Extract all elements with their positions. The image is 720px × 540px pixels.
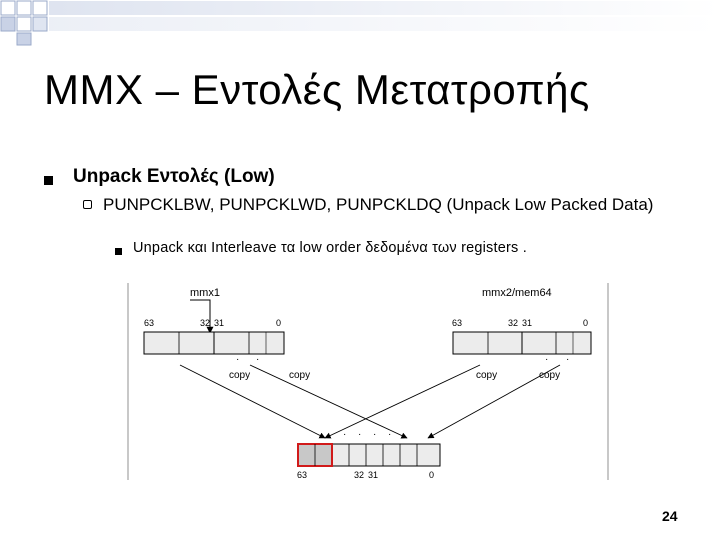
bullet-level2-text: PUNPCKLBW, PUNPCKLWD, PUNPCKLDQ (Unpack Low Packed Data) — [103, 195, 654, 214]
svg-text:·: · — [358, 429, 362, 440]
source-register-label: mmx1 — [190, 287, 220, 299]
ellipsis-dots — [236, 354, 569, 365]
right-bit-labels — [452, 318, 588, 328]
bit-label: 32 — [508, 318, 519, 328]
page-number: 24 — [662, 508, 678, 524]
svg-text:·: · — [545, 354, 549, 365]
source-arrow — [190, 300, 210, 333]
bit-label: 31 — [214, 318, 225, 328]
svg-text:·: · — [236, 354, 240, 365]
svg-text:·: · — [388, 429, 392, 440]
left-register — [144, 332, 284, 354]
copy-label: copy — [229, 370, 251, 381]
bit-label: 63 — [144, 318, 155, 328]
svg-text:·: · — [343, 429, 347, 440]
slide-title: MMX – Εντολές Μετατροπής — [44, 66, 590, 113]
result-register — [298, 444, 440, 466]
bit-label: 31 — [522, 318, 533, 328]
bit-label: 0 — [429, 470, 435, 480]
left-bit-labels — [144, 318, 281, 328]
bit-label: 32 — [200, 318, 211, 328]
svg-text:·: · — [256, 354, 260, 365]
bullet-level1-text: Unpack Εντολές (Low) — [73, 166, 275, 187]
copy-label: copy — [476, 370, 498, 381]
bit-label: 0 — [276, 318, 282, 328]
svg-text:·: · — [373, 429, 377, 440]
bit-label: 31 — [368, 470, 379, 480]
result-bit-labels — [297, 470, 434, 480]
bit-label: 63 — [452, 318, 463, 328]
ellipsis-dots — [343, 429, 391, 440]
bit-label: 0 — [583, 318, 589, 328]
dest-register-label: mmx2/mem64 — [482, 287, 552, 299]
bit-label: 63 — [297, 470, 308, 480]
copy-label: copy — [539, 370, 561, 381]
bit-label: 32 — [354, 470, 365, 480]
copy-label: copy — [289, 370, 311, 381]
svg-text:·: · — [566, 354, 570, 365]
bullet-level3-text: Unpack και Interleave τα low order δεδομένα των registers . — [133, 240, 527, 256]
right-register — [453, 332, 591, 354]
